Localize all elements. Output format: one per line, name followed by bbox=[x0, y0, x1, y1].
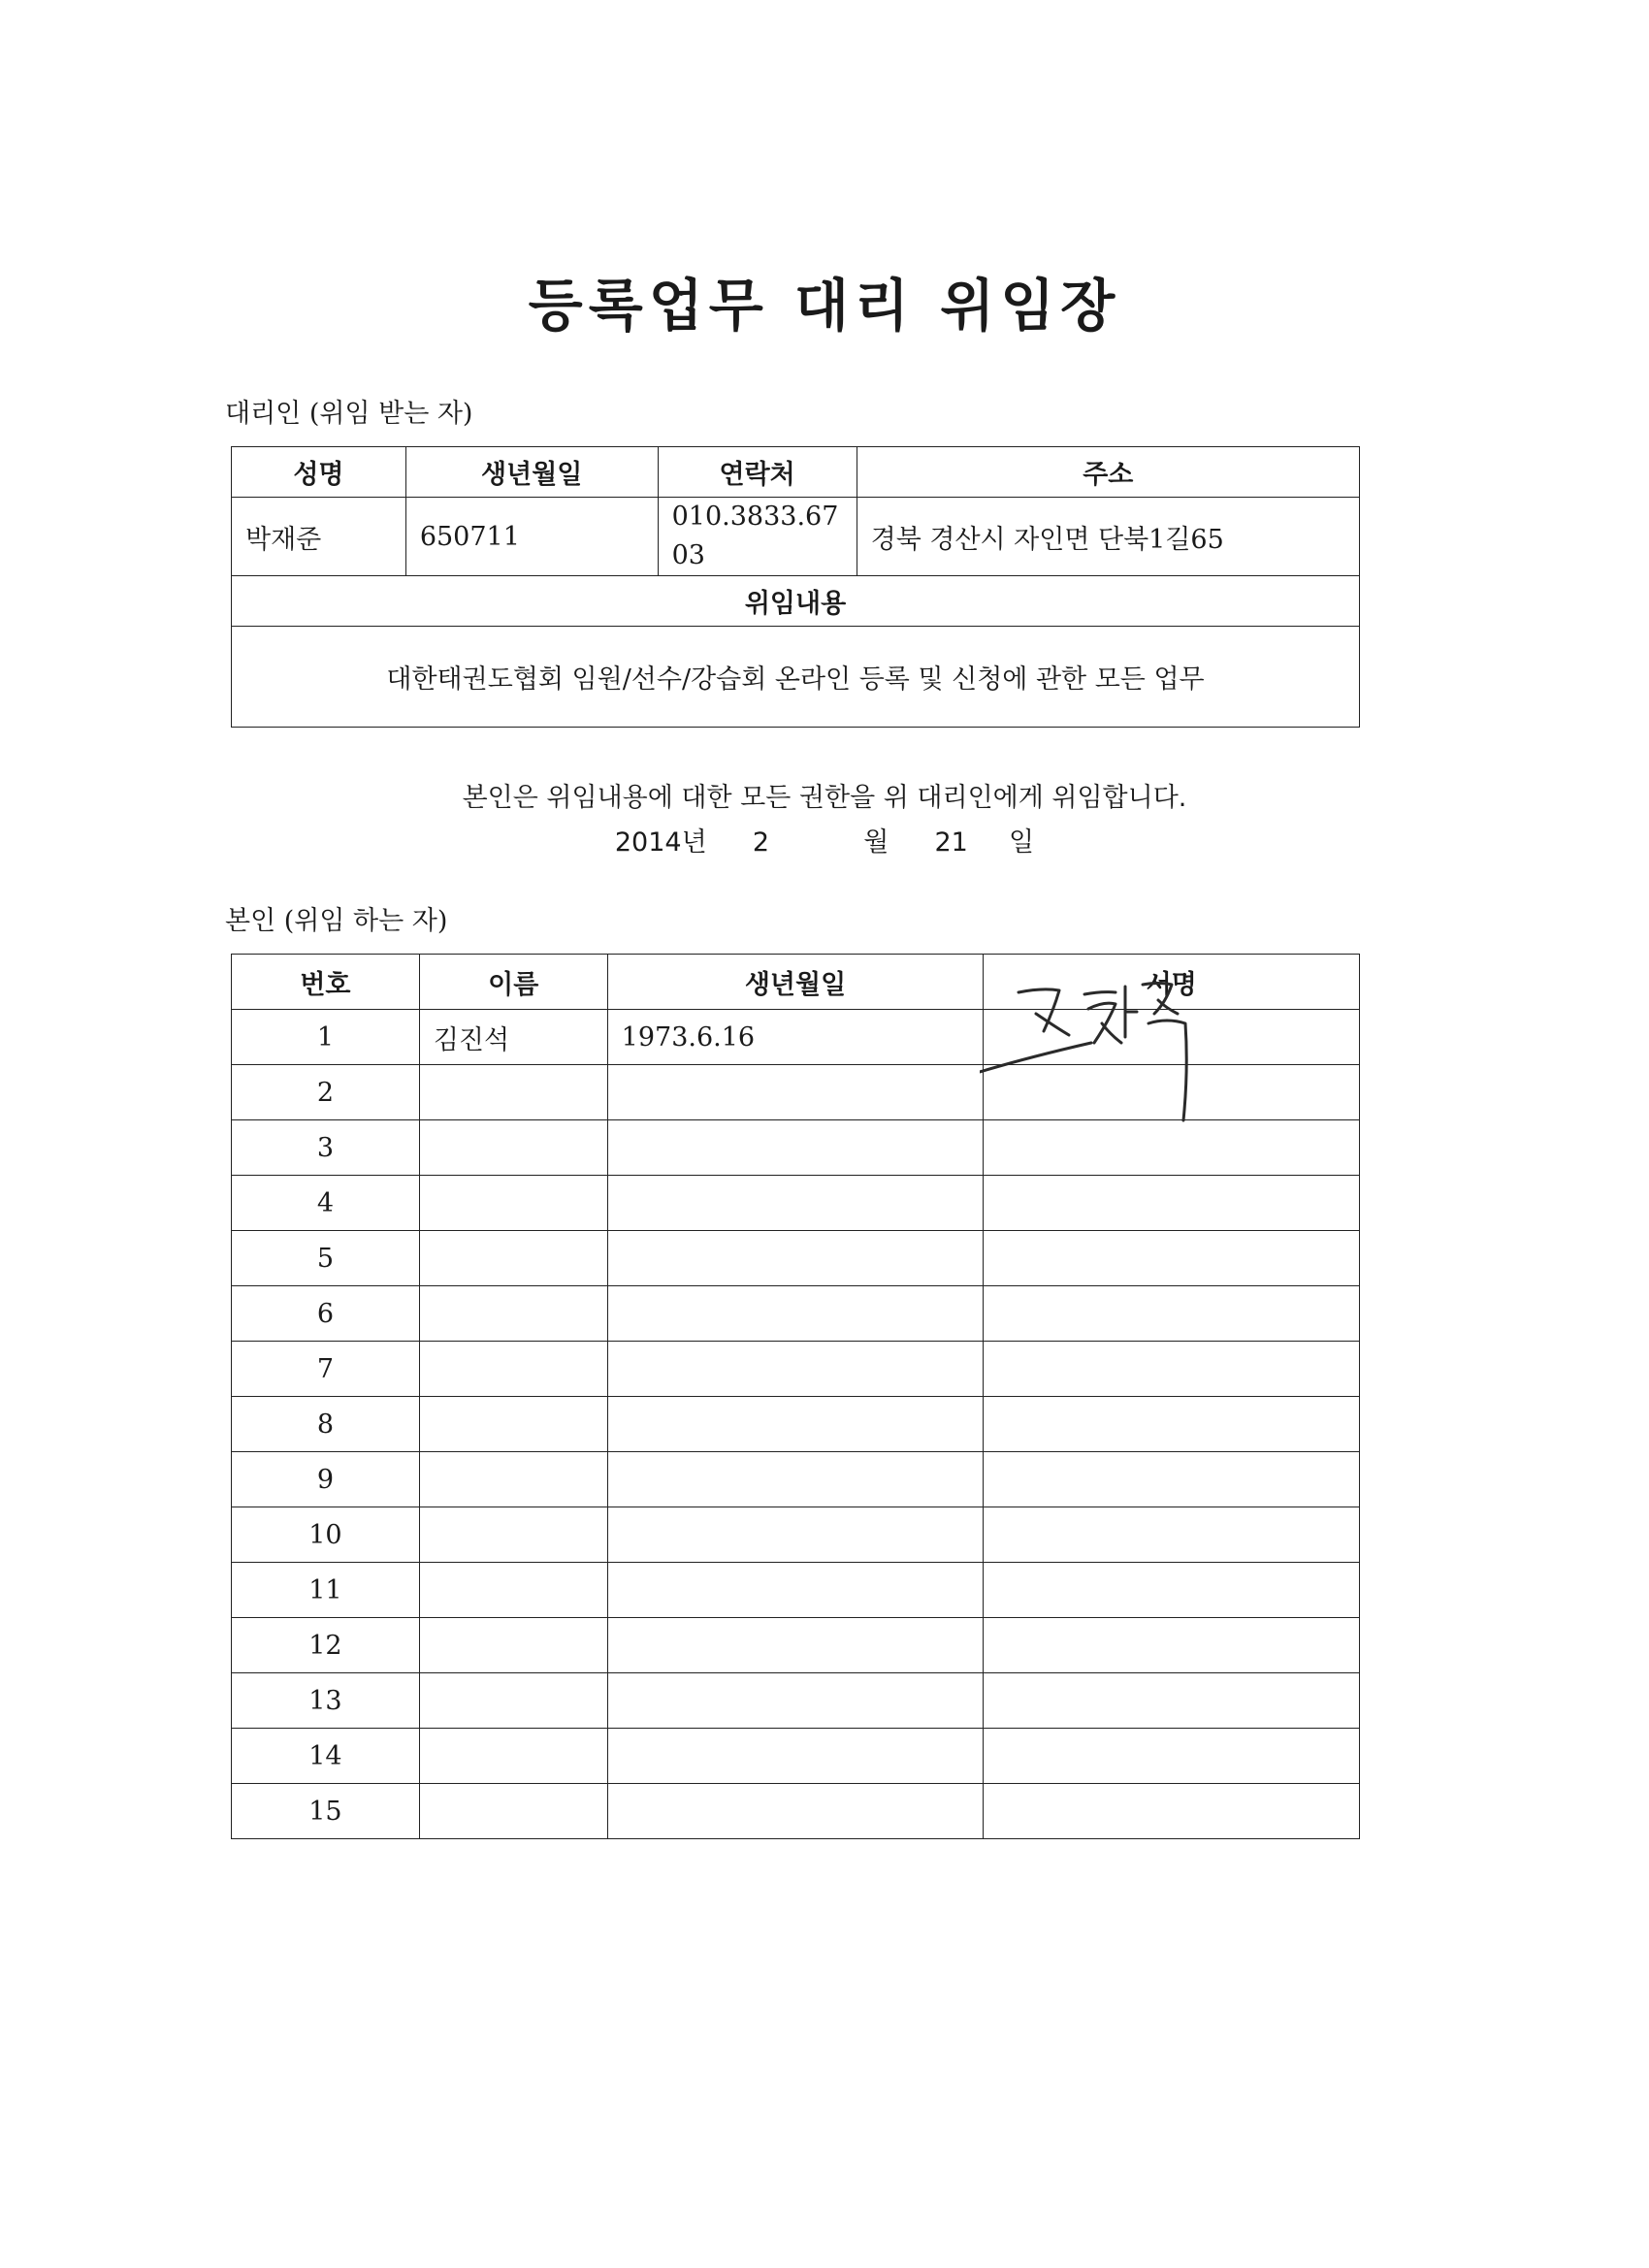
principal-row bbox=[232, 1286, 1360, 1342]
principal-row-birthdate bbox=[607, 1342, 984, 1397]
agent-contact bbox=[658, 498, 857, 576]
principal-row-name bbox=[419, 1120, 607, 1176]
principal-row-birthdate bbox=[607, 1286, 984, 1342]
principal-row-name bbox=[419, 1397, 607, 1452]
agent-header-contact: 연락처 bbox=[658, 447, 857, 498]
principal-row-name bbox=[419, 1618, 607, 1673]
principal-row bbox=[232, 1729, 1360, 1784]
mandate-content: 대한태권도협회 임원/선수/강습회 온라인 등록 및 신청에 관한 모든 업무 bbox=[232, 627, 1360, 728]
principal-row-signature bbox=[984, 1563, 1360, 1618]
delegation-statement: 본인은 위임내용에 대한 모든 권한을 위 대리인에게 위임합니다. bbox=[462, 783, 1187, 813]
principal-row-signature bbox=[984, 1729, 1360, 1784]
document-title: 등록업무 대리 위임장 bbox=[528, 273, 1121, 339]
principal-row-signature bbox=[984, 1397, 1360, 1452]
principal-row-number: 12 bbox=[232, 1618, 420, 1673]
date-year: 2014년 bbox=[614, 827, 707, 858]
agent-contact-line2: 03 bbox=[671, 540, 705, 570]
handwritten-signature bbox=[980, 975, 1222, 1140]
principal-row bbox=[232, 1507, 1360, 1563]
principal-row-number: 13 bbox=[232, 1673, 420, 1729]
principal-row-number: 14 bbox=[232, 1729, 420, 1784]
agent-name: 박재준 bbox=[232, 498, 406, 576]
principal-row-birthdate bbox=[607, 1231, 984, 1286]
principal-row-signature bbox=[984, 1452, 1360, 1507]
principal-row bbox=[232, 1618, 1360, 1673]
principal-row-name bbox=[419, 1452, 607, 1507]
principal-row-signature bbox=[984, 1784, 1360, 1839]
principal-row-signature bbox=[984, 1342, 1360, 1397]
principal-row-signature bbox=[984, 1507, 1360, 1563]
principal-section-label: 본인 (위임 하는 자) bbox=[225, 906, 448, 936]
principal-row-signature bbox=[984, 1618, 1360, 1673]
principal-row-birthdate bbox=[607, 1729, 984, 1784]
principal-row bbox=[232, 1342, 1360, 1397]
principal-row-signature bbox=[984, 1231, 1360, 1286]
principal-row-signature bbox=[984, 1286, 1360, 1342]
agent-header-name: 성명 bbox=[232, 447, 406, 498]
date-line bbox=[0, 821, 1649, 859]
principal-row-number: 5 bbox=[232, 1231, 420, 1286]
principal-row-number: 6 bbox=[232, 1286, 420, 1342]
principal-row-name bbox=[419, 1231, 607, 1286]
mandate-header-row bbox=[232, 576, 1360, 627]
principal-row-number: 8 bbox=[232, 1397, 420, 1452]
principal-row bbox=[232, 1452, 1360, 1507]
principal-row-number: 11 bbox=[232, 1563, 420, 1618]
date-day-unit: 일 bbox=[1009, 827, 1035, 858]
principal-row-name bbox=[419, 1563, 607, 1618]
principal-header-number: 번호 bbox=[232, 955, 420, 1010]
principal-header-birthdate: 생년월일 bbox=[607, 955, 984, 1010]
principal-row-birthdate bbox=[607, 1452, 984, 1507]
principal-row-number: 15 bbox=[232, 1784, 420, 1839]
agent-birthdate: 650711 bbox=[405, 498, 658, 576]
date-month-unit: 월 bbox=[863, 827, 889, 858]
principal-row-name bbox=[419, 1673, 607, 1729]
agent-contact-line1: 010.3833.67 bbox=[671, 502, 839, 532]
principal-row-birthdate bbox=[607, 1563, 984, 1618]
principal-row-number: 9 bbox=[232, 1452, 420, 1507]
principal-row-name bbox=[419, 1507, 607, 1563]
principal-row-name bbox=[419, 1729, 607, 1784]
principal-row-birthdate bbox=[607, 1673, 984, 1729]
principal-header-name: 이름 bbox=[419, 955, 607, 1010]
principal-row bbox=[232, 1673, 1360, 1729]
principal-row-birthdate bbox=[607, 1507, 984, 1563]
agent-header-address: 주소 bbox=[857, 447, 1359, 498]
agent-data-row bbox=[232, 498, 1360, 576]
principal-row-birthdate bbox=[607, 1120, 984, 1176]
mandate-content-row bbox=[232, 627, 1360, 728]
principal-row bbox=[232, 1176, 1360, 1231]
principal-row-signature bbox=[984, 1176, 1360, 1231]
principal-header-signature: 서명 bbox=[984, 955, 1360, 1010]
principal-row-birthdate bbox=[607, 1176, 984, 1231]
principal-row-number: 10 bbox=[232, 1507, 420, 1563]
agent-header-birthdate: 생년월일 bbox=[405, 447, 658, 498]
principal-row-number: 2 bbox=[232, 1065, 420, 1120]
agent-table bbox=[231, 446, 1360, 728]
principal-row-number: 4 bbox=[232, 1176, 420, 1231]
agent-header-row bbox=[232, 447, 1360, 498]
principal-row-name bbox=[419, 1065, 607, 1120]
principal-row-birthdate bbox=[607, 1618, 984, 1673]
principal-row bbox=[232, 1397, 1360, 1452]
date-month: 2 bbox=[752, 827, 770, 858]
principal-row-birthdate bbox=[607, 1784, 984, 1839]
mandate-header: 위임내용 bbox=[232, 576, 1360, 627]
principal-row bbox=[232, 1231, 1360, 1286]
principal-row-name bbox=[419, 1784, 607, 1839]
date-day: 21 bbox=[934, 827, 968, 858]
agent-section-label: 대리인 (위임 받는 자) bbox=[225, 399, 473, 429]
principal-row-number: 1 bbox=[232, 1010, 420, 1065]
principal-row-birthdate bbox=[607, 1397, 984, 1452]
principal-row-name: 김진석 bbox=[419, 1010, 607, 1065]
principal-row bbox=[232, 1784, 1360, 1839]
principal-row bbox=[232, 1563, 1360, 1618]
principal-row-number: 3 bbox=[232, 1120, 420, 1176]
principal-row-birthdate bbox=[607, 1065, 984, 1120]
principal-row-birthdate: 1973.6.16 bbox=[607, 1010, 984, 1065]
principal-row-name bbox=[419, 1342, 607, 1397]
principal-row-name bbox=[419, 1286, 607, 1342]
principal-row-number: 7 bbox=[232, 1342, 420, 1397]
principal-row-signature bbox=[984, 1673, 1360, 1729]
principal-row-name bbox=[419, 1176, 607, 1231]
agent-address: 경북 경산시 자인면 단북1길65 bbox=[857, 498, 1359, 576]
